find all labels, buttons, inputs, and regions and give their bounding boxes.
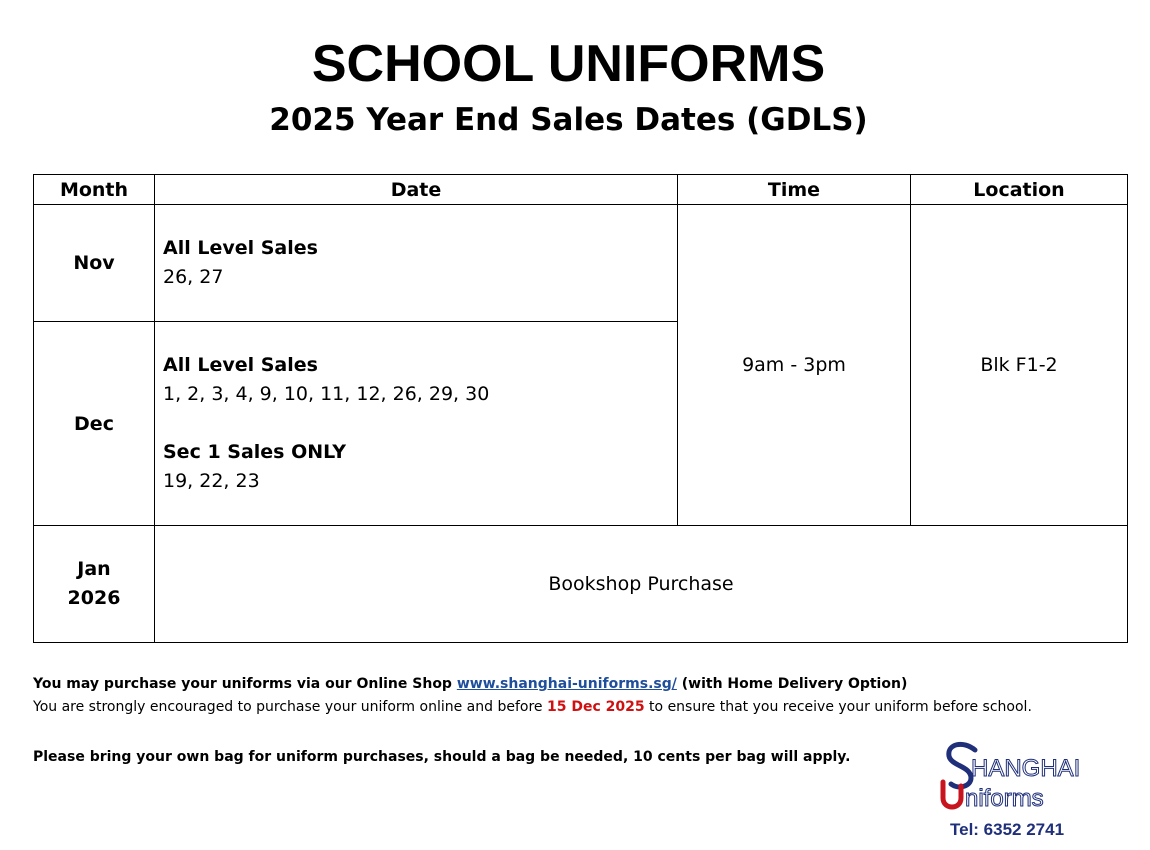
jan-note-cell: Bookshop Purchase	[155, 526, 1128, 643]
header-month: Month	[34, 175, 155, 205]
shanghai-uniforms-logo	[935, 738, 1110, 818]
online-shop-link[interactable]: www.shanghai-uniforms.sg/	[456, 676, 677, 692]
month-cell-dec: Dec	[34, 322, 155, 526]
online-shop-suffix: (with Home Delivery Option)	[676, 676, 908, 692]
logo-text-line2: niforms	[965, 785, 1044, 812]
deadline-prefix: You are strongly encouraged to purchase your uniform online and before	[33, 699, 547, 715]
header-date: Date	[155, 175, 678, 205]
deadline-note	[33, 696, 1033, 719]
header-location: Location	[911, 175, 1128, 205]
page-subtitle: 2025 Year End Sales Dates (GDLS)	[269, 102, 868, 138]
date-cell-dec	[155, 322, 678, 526]
sale-dates: 19, 22, 23	[163, 470, 260, 492]
month-cell-nov: Nov	[34, 205, 155, 322]
sale-type-label: Sec 1 Sales ONLY	[163, 441, 347, 463]
table-row-nov	[34, 205, 1128, 322]
spacer	[163, 409, 677, 438]
location-cell: Blk F1-2	[911, 205, 1128, 526]
month-year: 2026	[67, 587, 121, 609]
sales-schedule-table	[33, 174, 1128, 643]
deadline-suffix: to ensure that you receive your uniform before school.	[644, 699, 1032, 715]
deadline-date: 15 Dec 2025	[546, 699, 645, 715]
online-shop-note	[33, 673, 1033, 696]
table-row-jan	[34, 526, 1128, 643]
sale-type-label: All Level Sales	[163, 237, 318, 259]
header-time: Time	[678, 175, 911, 205]
month-cell-jan	[34, 526, 155, 643]
sale-dates: 1, 2, 3, 4, 9, 10, 11, 12, 26, 29, 30	[163, 383, 490, 405]
online-shop-prefix: You may purchase your uniforms via our Online Shop	[33, 676, 457, 692]
spacer	[33, 719, 1033, 746]
time-cell: 9am - 3pm	[678, 205, 911, 526]
footer-notes	[33, 673, 1033, 769]
date-cell-nov	[155, 205, 678, 322]
bag-note: Please bring your own bag for uniform purchases, should a bag be needed, 10 cents per bag will apply.	[33, 749, 851, 765]
table-header-row	[34, 175, 1128, 205]
telephone: Tel: 6352 2741	[950, 820, 1065, 839]
page-title: SCHOOL UNIFORMS	[311, 35, 826, 93]
logo-text-line1: HANGHAI	[971, 755, 1081, 782]
sale-type-label: All Level Sales	[163, 354, 318, 376]
month-name: Jan	[77, 558, 111, 580]
sale-dates: 26, 27	[163, 266, 224, 288]
